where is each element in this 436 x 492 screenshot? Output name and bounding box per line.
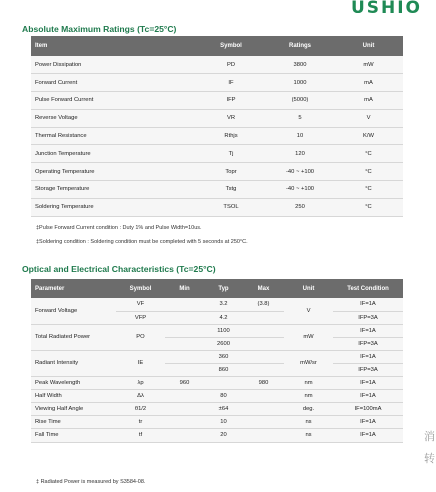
cell-rating: 5 xyxy=(266,109,334,127)
cell-symbol: VF xyxy=(116,298,165,311)
cell-parameter: Forward Voltage xyxy=(31,298,116,324)
cell-parameter: Radiant Intensity xyxy=(31,350,116,376)
cell-item: Junction Temperature xyxy=(31,145,196,163)
cell-item: Power Dissipation xyxy=(31,56,196,74)
cell-typ: 860 xyxy=(204,363,243,376)
table-row xyxy=(31,298,403,311)
cell-test-condition: IF=1A xyxy=(333,429,403,442)
table-row xyxy=(31,56,403,74)
cell-typ: 10 xyxy=(204,416,243,429)
cell-parameter: Viewing Half Angle xyxy=(31,403,116,416)
cell-parameter: Total Radiated Power xyxy=(31,324,116,350)
cell-unit: ns xyxy=(284,416,333,429)
cell-test-condition: IF=100mA xyxy=(333,403,403,416)
cell-max xyxy=(243,403,284,416)
cell-item: Operating Temperature xyxy=(31,163,196,181)
cell-rating: 10 xyxy=(266,127,334,145)
cell-max xyxy=(243,337,284,350)
cell-item: Thermal Resistance xyxy=(31,127,196,145)
cell-symbol: IE xyxy=(116,350,165,376)
cell-rating: -40 ~ +100 xyxy=(266,163,334,181)
col-min: Min xyxy=(165,279,204,298)
cell-min xyxy=(165,390,204,403)
cell-rating: 250 xyxy=(266,198,334,216)
table-row xyxy=(31,74,403,92)
cell-test-condition: IF=1A xyxy=(333,390,403,403)
table-row xyxy=(31,127,403,145)
cell-unit: deg. xyxy=(284,403,333,416)
cell-min xyxy=(165,324,204,337)
cell-test-condition: IFP=3A xyxy=(333,337,403,350)
note-soldering: ‡Soldering condition : Soldering condition must be completed with 5 seconds at 250°C. xyxy=(36,239,248,245)
cell-unit: mW xyxy=(284,324,333,350)
table-row xyxy=(31,92,403,110)
cell-unit: mA xyxy=(334,74,403,92)
cell-symbol: Rthjs xyxy=(196,127,266,145)
cell-rating: 120 xyxy=(266,145,334,163)
ushio-logo: USHIO xyxy=(350,0,422,18)
cell-symbol: VFP xyxy=(116,311,165,324)
cell-symbol: Tj xyxy=(196,145,266,163)
cell-min xyxy=(165,311,204,324)
cell-max xyxy=(243,324,284,337)
col-unit: Unit xyxy=(284,279,333,298)
col-ratings: Ratings xyxy=(266,36,334,56)
cell-unit: K/W xyxy=(334,127,403,145)
col-symbol: Symbol xyxy=(116,279,165,298)
cell-test-condition: IFP=3A xyxy=(333,363,403,376)
cell-item: Reverse Voltage xyxy=(31,109,196,127)
cell-test-condition: IF=1A xyxy=(333,377,403,390)
cell-max xyxy=(243,311,284,324)
cell-symbol: PO xyxy=(116,324,165,350)
col-symbol: Symbol xyxy=(196,36,266,56)
cell-max xyxy=(243,429,284,442)
cell-rating: 3800 xyxy=(266,56,334,74)
cell-symbol: λp xyxy=(116,377,165,390)
cell-typ: 3.2 xyxy=(204,298,243,311)
cell-rating: (5000) xyxy=(266,92,334,110)
cell-unit: V xyxy=(284,298,333,324)
cell-typ: 4.2 xyxy=(204,311,243,324)
col-typ: Typ xyxy=(204,279,243,298)
abs-max-title: Absolute Maximum Ratings (Tc=25°C) xyxy=(22,24,177,34)
cell-symbol: IF xyxy=(196,74,266,92)
cell-unit: V xyxy=(334,109,403,127)
cell-symbol: TSOL xyxy=(196,198,266,216)
cell-unit: nm xyxy=(284,377,333,390)
col-parameter: Parameter xyxy=(31,279,116,298)
cell-unit: mW xyxy=(334,56,403,74)
abs-max-table xyxy=(31,36,403,217)
table-row xyxy=(31,429,403,442)
cell-typ: ±64 xyxy=(204,403,243,416)
note-radiated-power: ‡ Radiated Power is measured by S3584-08. xyxy=(36,479,146,485)
cell-max: 980 xyxy=(243,377,284,390)
cell-min xyxy=(165,429,204,442)
cell-min xyxy=(165,337,204,350)
cell-unit: °C xyxy=(334,145,403,163)
cell-max xyxy=(243,350,284,363)
cell-typ: 20 xyxy=(204,429,243,442)
cell-rating: -40 ~ +100 xyxy=(266,181,334,199)
table-row xyxy=(31,181,403,199)
cell-unit: °C xyxy=(334,198,403,216)
cell-symbol: IFP xyxy=(196,92,266,110)
table-row xyxy=(31,198,403,216)
cell-unit: ns xyxy=(284,429,333,442)
cell-unit: °C xyxy=(334,163,403,181)
table-row xyxy=(31,390,403,403)
cell-max xyxy=(243,390,284,403)
cell-item: Forward Current xyxy=(31,74,196,92)
cell-unit: °C xyxy=(334,181,403,199)
cell-max: (3.8) xyxy=(243,298,284,311)
cell-max xyxy=(243,363,284,376)
table-row xyxy=(31,403,403,416)
cell-unit: mW/sr xyxy=(284,350,333,376)
side-char-1: 消 xyxy=(424,430,435,443)
cell-min: 960 xyxy=(165,377,204,390)
table-row xyxy=(31,109,403,127)
cell-unit: nm xyxy=(284,390,333,403)
cell-rating: 1000 xyxy=(266,74,334,92)
cell-symbol: Topr xyxy=(196,163,266,181)
col-item: Item xyxy=(31,36,196,56)
col-test-condition: Test Condition xyxy=(333,279,403,298)
cell-test-condition: IF=1A xyxy=(333,350,403,363)
cell-typ: 1100 xyxy=(204,324,243,337)
table-row xyxy=(31,145,403,163)
cell-parameter: Fall Time xyxy=(31,429,116,442)
cell-typ: 80 xyxy=(204,390,243,403)
cell-symbol: Tstg xyxy=(196,181,266,199)
cell-parameter: Rise Time xyxy=(31,416,116,429)
cell-item: Pulse Forward Current xyxy=(31,92,196,110)
table-row xyxy=(31,324,403,337)
cell-item: Soldering Temperature xyxy=(31,198,196,216)
optical-table xyxy=(31,279,403,443)
cell-symbol: tr xyxy=(116,416,165,429)
cell-min xyxy=(165,416,204,429)
col-unit: Unit xyxy=(334,36,403,56)
cell-min xyxy=(165,403,204,416)
cell-typ: 360 xyxy=(204,350,243,363)
cell-parameter: Peak Wavelength xyxy=(31,377,116,390)
cell-unit: mA xyxy=(334,92,403,110)
table-row xyxy=(31,163,403,181)
cell-min xyxy=(165,363,204,376)
col-max: Max xyxy=(243,279,284,298)
cell-typ xyxy=(204,377,243,390)
table-row xyxy=(31,350,403,363)
cell-symbol: θ1/2 xyxy=(116,403,165,416)
cell-test-condition: IF=1A xyxy=(333,324,403,337)
cell-symbol: VR xyxy=(196,109,266,127)
cell-symbol: PD xyxy=(196,56,266,74)
table-row xyxy=(31,377,403,390)
side-char-2: 转 xyxy=(424,452,435,465)
cell-parameter: Half Width xyxy=(31,390,116,403)
optical-title: Optical and Electrical Characteristics (Tc=25°C) xyxy=(22,264,216,274)
cell-symbol: Δλ xyxy=(116,390,165,403)
note-pulse: ‡Pulse Forward Current condition : Duty 1% and Pulse Width=10us. xyxy=(36,225,202,231)
cell-min xyxy=(165,350,204,363)
cell-typ: 2600 xyxy=(204,337,243,350)
cell-item: Storage Temperature xyxy=(31,181,196,199)
cell-max xyxy=(243,416,284,429)
cell-test-condition: IF=1A xyxy=(333,416,403,429)
cell-symbol: tf xyxy=(116,429,165,442)
cell-test-condition: IFP=3A xyxy=(333,311,403,324)
cell-test-condition: IF=1A xyxy=(333,298,403,311)
cell-min xyxy=(165,298,204,311)
table-row xyxy=(31,416,403,429)
